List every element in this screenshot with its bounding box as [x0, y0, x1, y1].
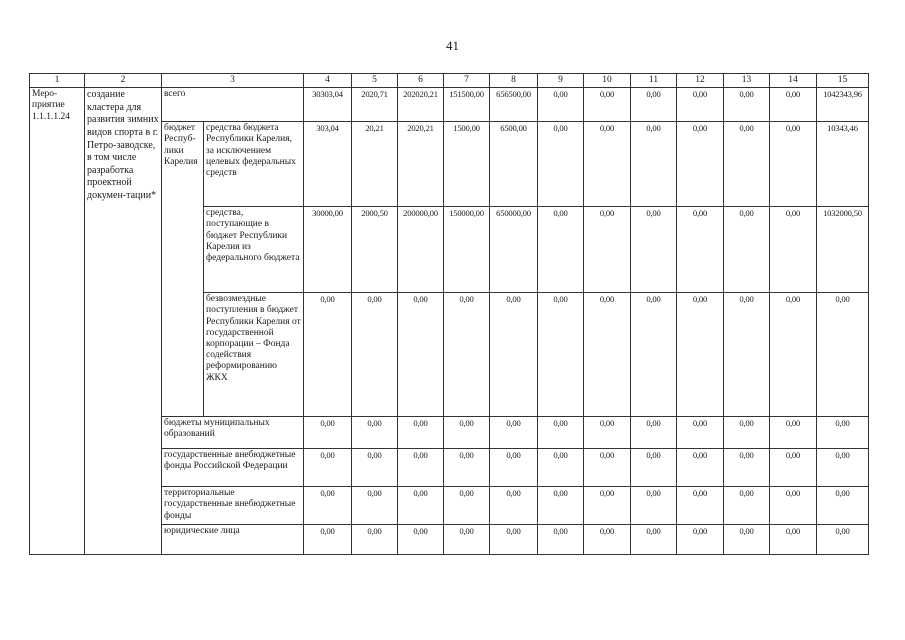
- value-cell: 0,00: [770, 122, 817, 207]
- value-cell: 0,00: [398, 293, 444, 417]
- value-cell: 0,00: [538, 122, 584, 207]
- value-cell: 30303,04: [304, 88, 352, 122]
- value-cell: 0,00: [352, 417, 398, 449]
- value-cell: 0,00: [304, 449, 352, 487]
- value-cell: 0,00: [584, 487, 631, 525]
- value-cell: 10343,46: [817, 122, 869, 207]
- value-cell: 0,00: [490, 487, 538, 525]
- value-cell: 0,00: [724, 525, 770, 555]
- value-cell: 0,00: [631, 417, 677, 449]
- value-cell: 0,00: [724, 293, 770, 417]
- source-label: средства бюджета Республики Карелия, за исключением целевых федеральных средств: [204, 122, 304, 207]
- value-cell: 202020,21: [398, 88, 444, 122]
- value-cell: 0,00: [631, 207, 677, 293]
- value-cell: 6500,00: [490, 122, 538, 207]
- value-cell: 1042343,96: [817, 88, 869, 122]
- value-cell: 656500,00: [490, 88, 538, 122]
- event-name: создание кластера для развития зимних видов спорта в г. Петро-заводске, в том числе разработка проектной докумен-тации*: [85, 88, 162, 555]
- header-cell: 7: [444, 74, 490, 88]
- header-cell: 15: [817, 74, 869, 88]
- value-cell: 0,00: [631, 487, 677, 525]
- value-cell: 0,00: [584, 122, 631, 207]
- value-cell: 150000,00: [444, 207, 490, 293]
- header-cell: 9: [538, 74, 584, 88]
- value-cell: 0,00: [631, 122, 677, 207]
- value-cell: 0,00: [817, 449, 869, 487]
- value-cell: 0,00: [490, 525, 538, 555]
- value-cell: 0,00: [584, 525, 631, 555]
- value-cell: 0,00: [770, 449, 817, 487]
- value-cell: 0,00: [538, 207, 584, 293]
- header-cell: 4: [304, 74, 352, 88]
- value-cell: 0,00: [304, 417, 352, 449]
- source-label: государственные внебюджетные фонды Российской Федерации: [162, 449, 304, 487]
- value-cell: 0,00: [584, 88, 631, 122]
- value-cell: 0,00: [631, 293, 677, 417]
- source-label: безвозмездные поступления в бюджет Республики Карелия от государственной корпорации – Фонда содействия реформированию ЖКХ: [204, 293, 304, 417]
- header-cell: 13: [724, 74, 770, 88]
- value-cell: 0,00: [770, 88, 817, 122]
- header-cell: 10: [584, 74, 631, 88]
- value-cell: 20,21: [352, 122, 398, 207]
- value-cell: 0,00: [584, 207, 631, 293]
- header-cell: 3: [162, 74, 304, 88]
- value-cell: 0,00: [352, 293, 398, 417]
- value-cell: 0,00: [444, 293, 490, 417]
- source-label: всего: [162, 88, 304, 122]
- value-cell: 0,00: [584, 417, 631, 449]
- value-cell: 0,00: [444, 525, 490, 555]
- header-row: [30, 74, 869, 88]
- header-cell: 5: [352, 74, 398, 88]
- value-cell: 30000,00: [304, 207, 352, 293]
- value-cell: 0,00: [538, 525, 584, 555]
- value-cell: 0,00: [444, 449, 490, 487]
- value-cell: 0,00: [770, 525, 817, 555]
- value-cell: 0,00: [770, 207, 817, 293]
- table-row: [30, 88, 869, 122]
- group-label: бюджет Респуб-лики Карелия: [162, 122, 204, 417]
- value-cell: 0,00: [538, 487, 584, 525]
- header-cell: 6: [398, 74, 444, 88]
- value-cell: 0,00: [724, 449, 770, 487]
- value-cell: 0,00: [538, 449, 584, 487]
- value-cell: 0,00: [398, 525, 444, 555]
- value-cell: 0,00: [817, 293, 869, 417]
- value-cell: 0,00: [724, 88, 770, 122]
- value-cell: 2020,71: [352, 88, 398, 122]
- budget-table: [29, 73, 869, 555]
- value-cell: 0,00: [817, 487, 869, 525]
- value-cell: 0,00: [677, 293, 724, 417]
- value-cell: 0,00: [724, 417, 770, 449]
- value-cell: 0,00: [817, 417, 869, 449]
- value-cell: 0,00: [770, 293, 817, 417]
- header-cell: 1: [30, 74, 85, 88]
- value-cell: 0,00: [398, 487, 444, 525]
- value-cell: 0,00: [677, 207, 724, 293]
- header-cell: 14: [770, 74, 817, 88]
- value-cell: 0,00: [677, 417, 724, 449]
- value-cell: 0,00: [677, 88, 724, 122]
- source-label: территориальные государственные внебюджетные фонды: [162, 487, 304, 525]
- page-number: 41: [446, 38, 459, 53]
- value-cell: 0,00: [538, 88, 584, 122]
- header-cell: 12: [677, 74, 724, 88]
- value-cell: 2020,21: [398, 122, 444, 207]
- header-cell: 2: [85, 74, 162, 88]
- value-cell: 0,00: [538, 293, 584, 417]
- value-cell: 151500,00: [444, 88, 490, 122]
- value-cell: 0,00: [352, 487, 398, 525]
- value-cell: 0,00: [398, 449, 444, 487]
- header-cell: 11: [631, 74, 677, 88]
- value-cell: 0,00: [677, 449, 724, 487]
- value-cell: 1032000,50: [817, 207, 869, 293]
- value-cell: 0,00: [631, 525, 677, 555]
- value-cell: 0,00: [490, 417, 538, 449]
- value-cell: 303,04: [304, 122, 352, 207]
- value-cell: 0,00: [724, 487, 770, 525]
- value-cell: 650000,00: [490, 207, 538, 293]
- value-cell: 0,00: [724, 207, 770, 293]
- value-cell: 0,00: [304, 487, 352, 525]
- value-cell: 0,00: [538, 417, 584, 449]
- value-cell: 0,00: [631, 88, 677, 122]
- value-cell: 0,00: [398, 417, 444, 449]
- event-code: Меро-приятие 1.1.1.1.24: [30, 88, 85, 555]
- value-cell: 0,00: [584, 293, 631, 417]
- value-cell: 2000,50: [352, 207, 398, 293]
- value-cell: 0,00: [304, 293, 352, 417]
- header-cell: 8: [490, 74, 538, 88]
- value-cell: 0,00: [490, 449, 538, 487]
- value-cell: 0,00: [770, 417, 817, 449]
- value-cell: 0,00: [584, 449, 631, 487]
- value-cell: 0,00: [352, 449, 398, 487]
- source-label: бюджеты муниципальных образований: [162, 417, 304, 449]
- value-cell: 0,00: [770, 487, 817, 525]
- value-cell: 0,00: [304, 525, 352, 555]
- value-cell: 0,00: [677, 487, 724, 525]
- value-cell: 0,00: [444, 417, 490, 449]
- value-cell: 0,00: [724, 122, 770, 207]
- value-cell: 0,00: [677, 525, 724, 555]
- value-cell: 200000,00: [398, 207, 444, 293]
- source-label: юридические лица: [162, 525, 304, 555]
- value-cell: 0,00: [677, 122, 724, 207]
- value-cell: 0,00: [631, 449, 677, 487]
- value-cell: 1500,00: [444, 122, 490, 207]
- value-cell: 0,00: [444, 487, 490, 525]
- source-label: средства, поступающие в бюджет Республики Карелия из федерального бюджета: [204, 207, 304, 293]
- value-cell: 0,00: [817, 525, 869, 555]
- value-cell: 0,00: [490, 293, 538, 417]
- value-cell: 0,00: [352, 525, 398, 555]
